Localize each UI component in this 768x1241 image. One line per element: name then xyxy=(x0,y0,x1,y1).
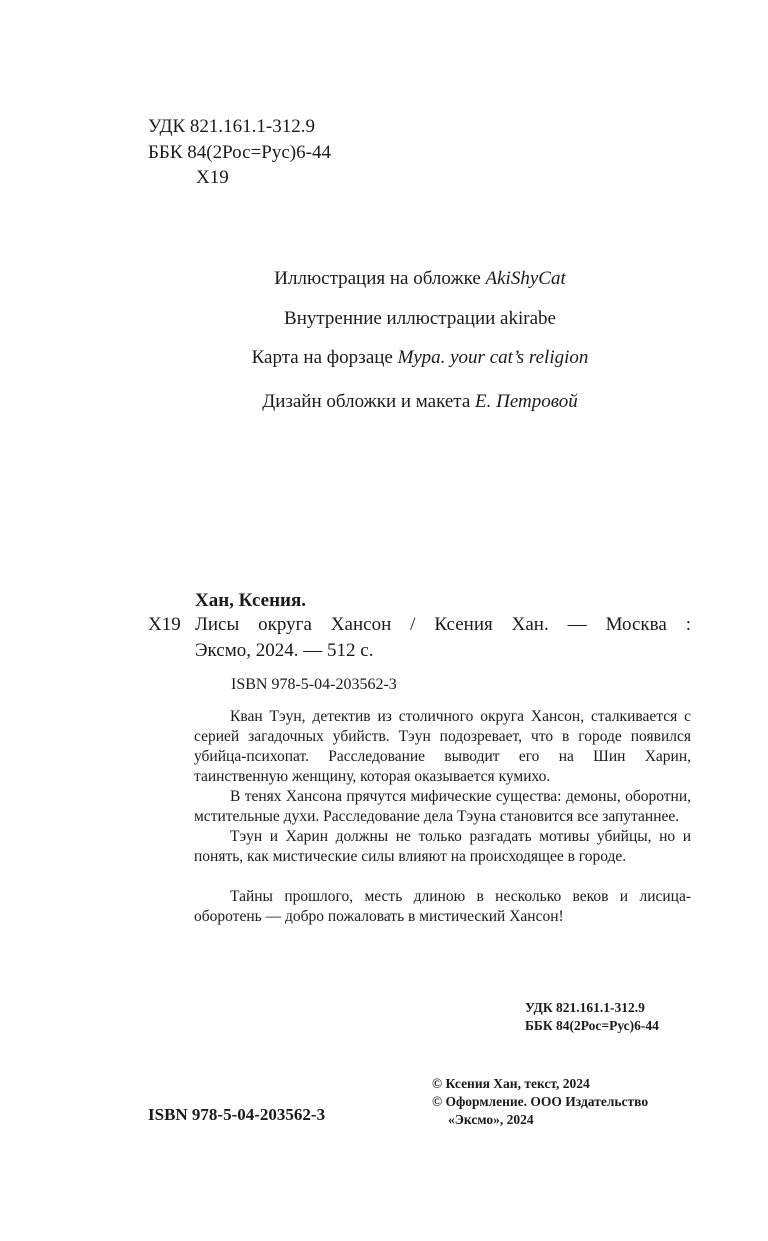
bbk-code: ББК 84(2Рос=Рус)6-44 xyxy=(148,142,331,163)
codes-udk: УДК 821.161.1-312.9 xyxy=(525,1000,645,1015)
copyright-block xyxy=(432,1075,648,1129)
codes-block xyxy=(525,999,659,1035)
annotation-paragraph: Тайны прошлого, месть длиною в несколько веков и лисица-оборотень — добро пожаловать в мистический Хансон! xyxy=(194,888,691,925)
copyright-publisher: «Эксмо», 2024 xyxy=(448,1112,534,1127)
codes-bbk: ББК 84(2Рос=Рус)6-44 xyxy=(525,1018,659,1033)
annotation-paragraph: Кван Тэун, детектив из столичного округа Хансон, сталкивается с серией загадочных убийств. Тэун подозревает, что в городе появился убийца-психопат. Расследование выводит его на Шин Харин, таинственную женщину, которая оказывается кумихо. xyxy=(194,708,691,785)
credit-inner-illustrations: Внутренние иллюстрации akirabe xyxy=(284,308,556,329)
credit-cover-illustration: Иллюстрация на обложке AkiShyCat xyxy=(274,268,566,289)
bib-publisher-line: Эксмо, 2024. — 512 с. xyxy=(195,640,374,661)
bib-mark: Х19 xyxy=(148,614,181,635)
udk-code: УДК 821.161.1-312.9 xyxy=(148,116,315,137)
author-mark: Х19 xyxy=(196,167,229,188)
bib-isbn: ISBN 978-5-04-203562-3 xyxy=(231,676,397,693)
bib-title-line: Лисы округа Хансон / Ксения Хан. — Москва : xyxy=(195,614,691,635)
credit-design: Дизайн обложки и макета Е. Петровой xyxy=(262,391,578,412)
annotation-paragraph: В тенях Хансона прячутся мифические существа: демоны, оборотни, мстительные духи. Расследование дела Тэуна становится все запутаннее. xyxy=(194,788,691,825)
copyright-design: © Оформление. ООО Издательство xyxy=(432,1094,649,1109)
annotation xyxy=(194,707,691,927)
isbn-footer: ISBN 978-5-04-203562-3 xyxy=(148,1105,326,1124)
credit-endpaper-map: Карта на форзаце Мура. your cat’s religion xyxy=(251,347,589,368)
bib-author: Хан, Ксения. xyxy=(195,590,306,611)
annotation-paragraph: Тэун и Харин должны не только разгадать мотивы убийцы, но и понять, как мистические силы влияют на происходящее в городе. xyxy=(194,828,691,865)
copyright-text: © Ксения Хан, текст, 2024 xyxy=(432,1076,590,1091)
